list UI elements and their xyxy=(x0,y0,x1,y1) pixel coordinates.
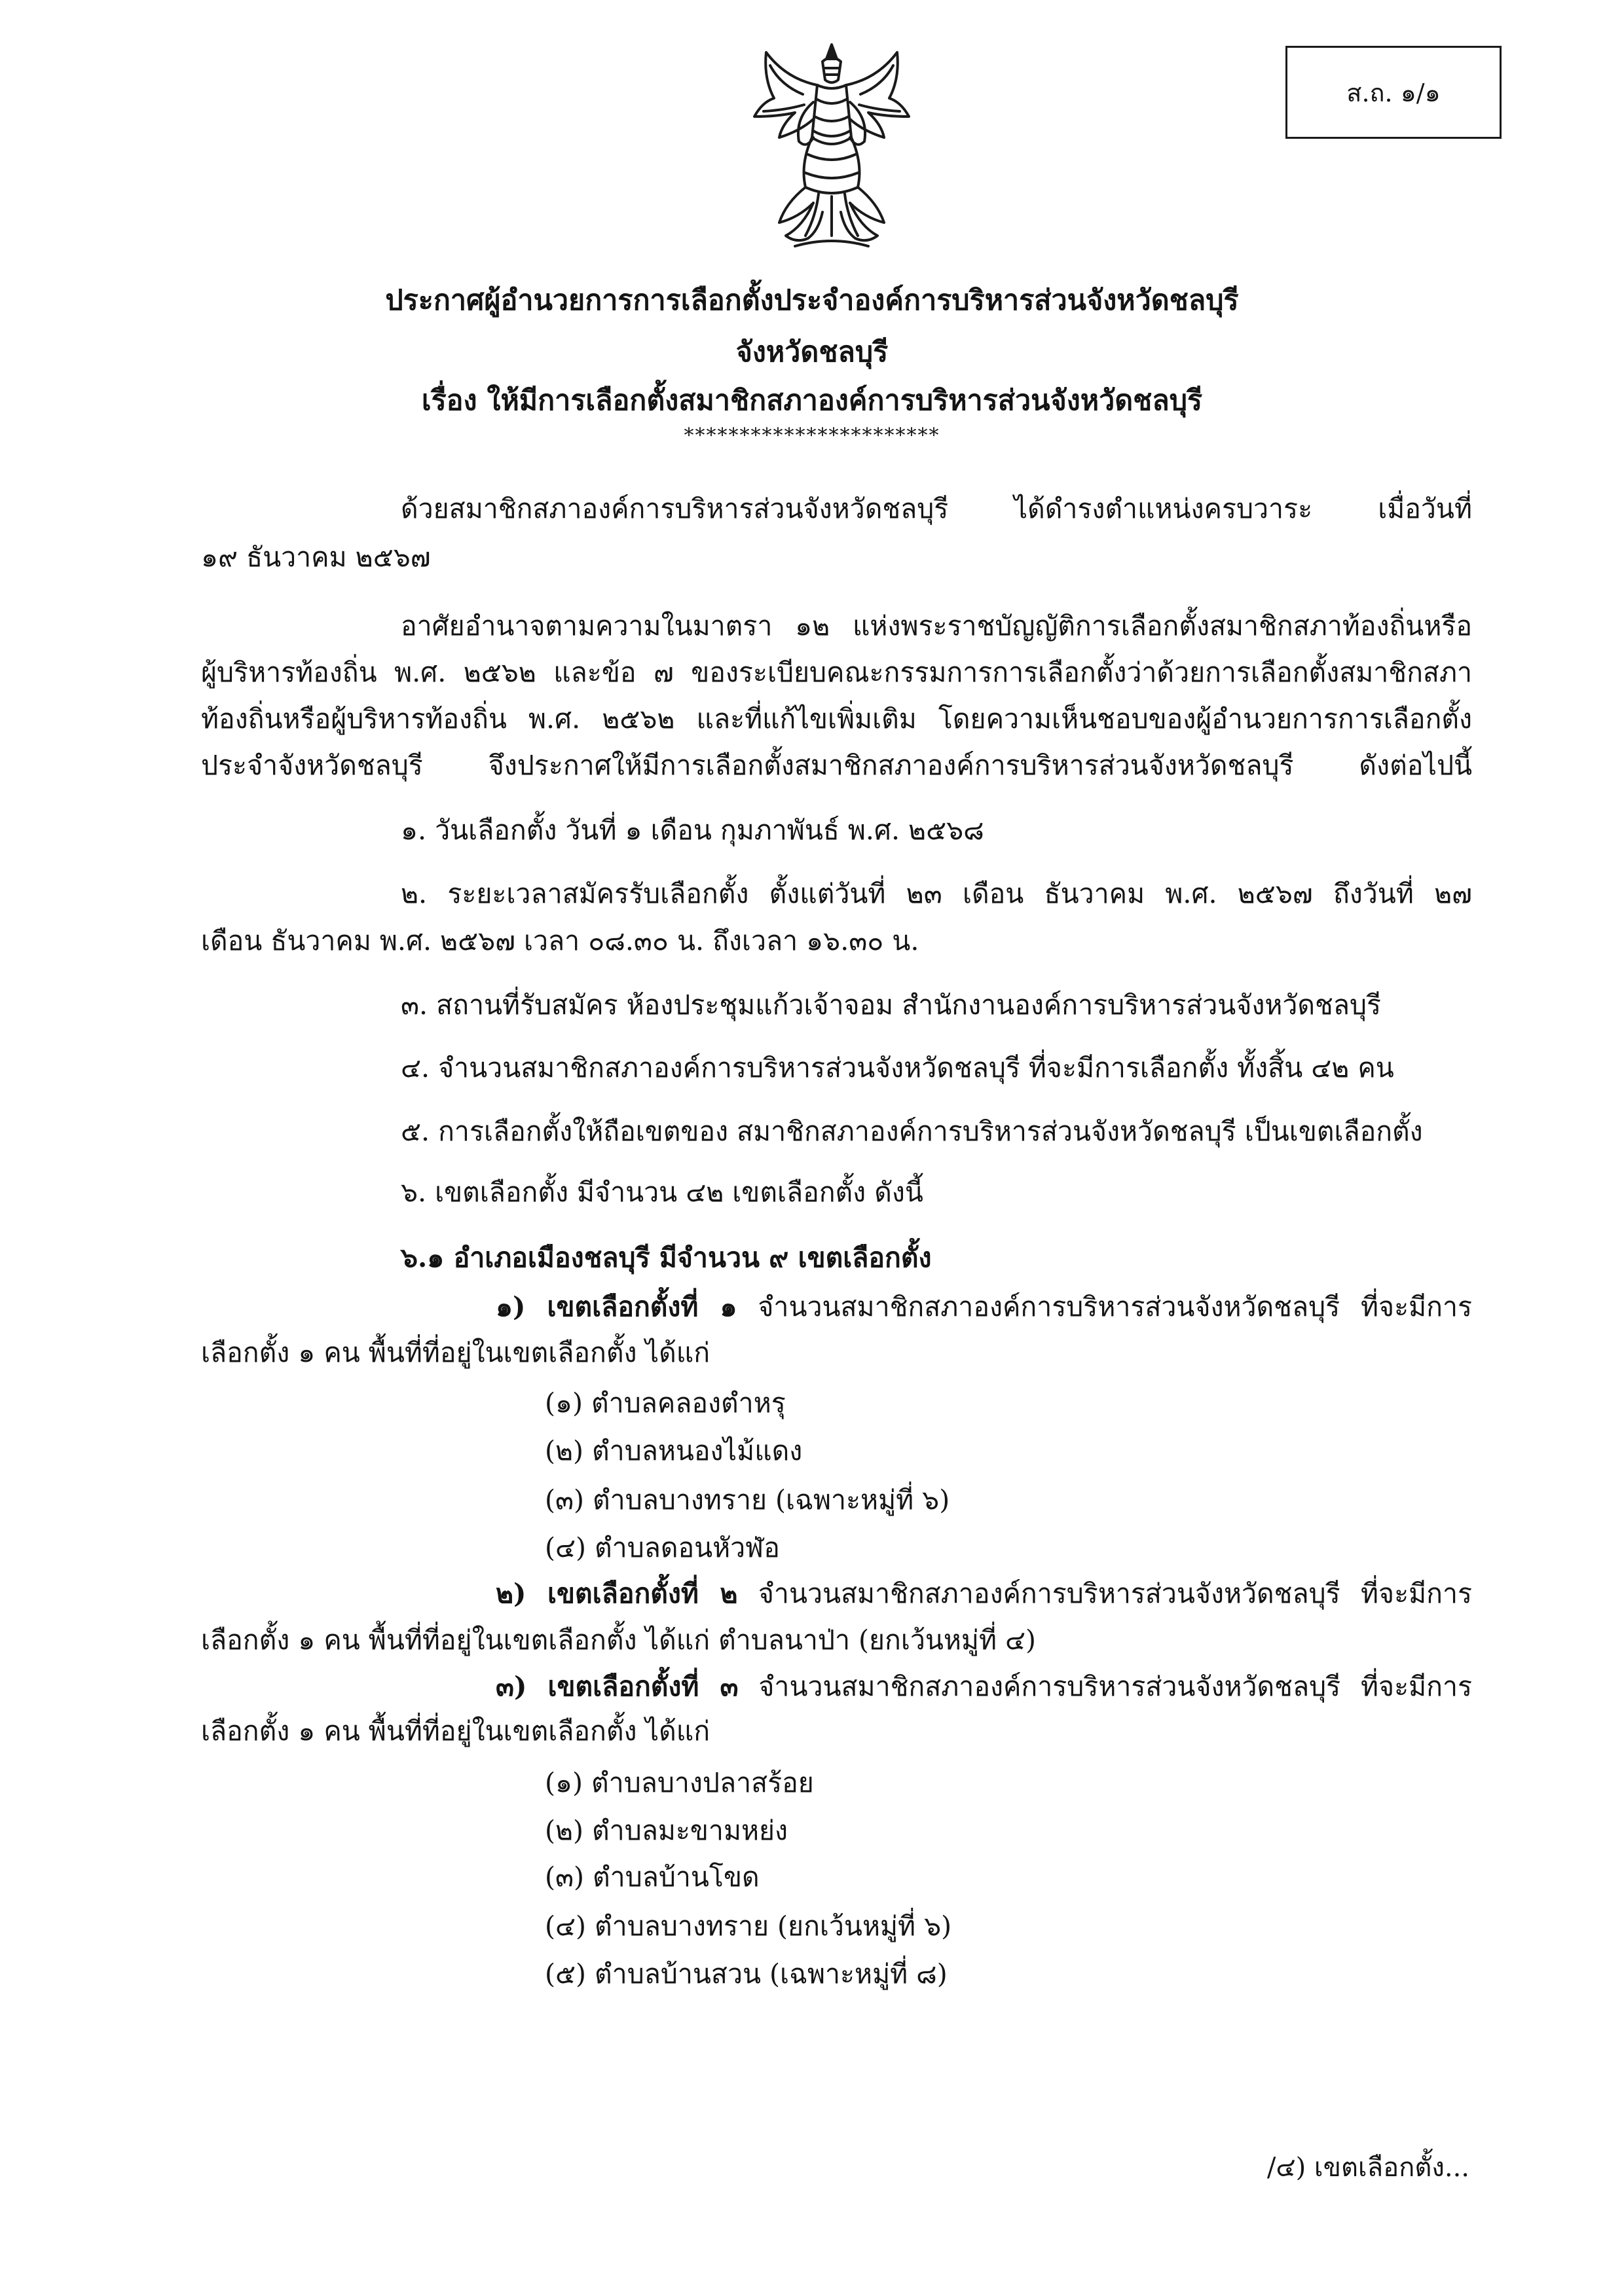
para1-line1: ด้วยสมาชิกสภาองค์การบริหารส่วนจังหวัดชลบุรี ได้ดำรงตำแหน่งครบวาระ เมื่อวันที่ xyxy=(401,493,1472,524)
district-3-area-5: (๕) ตำบลบ้านสวน (เฉพาะหมู่ที่ ๘) xyxy=(545,1958,948,1990)
continuation-footer: /๔) เขตเลือกตั้ง... xyxy=(1266,2153,1469,2183)
district-1-area-1: (๑) ตำบลคลองตำหรุ xyxy=(545,1387,786,1419)
item-6: ๖. เขตเลือกตั้ง มีจำนวน ๔๒ เขตเลือกตั้ง ดังนี้ xyxy=(401,1176,923,1208)
district-1-area-3: (๓) ตำบลบางทราย (เฉพาะหมู่ที่ ๖) xyxy=(545,1484,950,1516)
district-1-label: ๑) เขตเลือกตั้งที่ ๑ xyxy=(496,1291,737,1322)
para2-line1: อาศัยอำนาจตามความในมาตรา ๑๒ แห่งพระราชบัญญัติการเลือกตั้งสมาชิกสภาท้องถิ่นหรือ xyxy=(401,610,1472,642)
para1-line2: ๑๙ ธันวาคม ๒๕๖๗ xyxy=(201,541,431,573)
header-line-2: จังหวัดชลบุรี xyxy=(735,336,889,369)
district-1-area-2: (๒) ตำบลหนองไม้แดง xyxy=(545,1435,803,1467)
section-6-1-heading: ๖.๑ อำเภอเมืองชลบุรี มีจำนวน ๙ เขตเลือกตั้ง xyxy=(401,1242,932,1273)
district-1-line1 xyxy=(496,1290,1472,1324)
district-1-area-4: (๔) ตำบลดอนหัวฬ่อ xyxy=(545,1532,780,1563)
item-3: ๓. สถานที่รับสมัคร ห้องประชุมแก้วเจ้าจอม สำนักงานองค์การบริหารส่วนจังหวัดชลบุรี xyxy=(401,989,1382,1021)
district-3-text: จำนวนสมาชิกสภาองค์การบริหารส่วนจังหวัดชลบุรี ที่จะมีการ xyxy=(738,1671,1472,1702)
header-separator: *********************** xyxy=(684,424,940,447)
garuda-emblem-icon xyxy=(740,39,923,255)
district-2-line1 xyxy=(496,1576,1472,1611)
header-subject: เรื่อง ให้มีการเลือกตั้งสมาชิกสภาองค์การบริหารส่วนจังหวัดชลบุรี xyxy=(421,384,1203,417)
district-2-line2: เลือกตั้ง ๑ คน พื้นที่ที่อยู่ในเขตเลือกตั้ง ได้แก่ ตำบลนาป่า (ยกเว้นหมู่ที่ ๔) xyxy=(201,1624,1037,1656)
district-1-line2: เลือกตั้ง ๑ คน พื้นที่ที่อยู่ในเขตเลือกตั้ง ได้แก่ xyxy=(201,1337,710,1368)
para2-line4: ประจำจังหวัดชลบุรี จึงประกาศให้มีการเลือกตั้งสมาชิกสภาองค์การบริหารส่วนจังหวัดชลบุรี ดังต่อไปนี้ xyxy=(201,750,1472,781)
district-2-label: ๒) เขตเลือกตั้งที่ ๒ xyxy=(496,1578,738,1609)
district-3-line2: เลือกตั้ง ๑ คน พื้นที่ที่อยู่ในเขตเลือกตั้ง ได้แก่ xyxy=(201,1715,710,1747)
item-2-line1: ๒. ระยะเวลาสมัครรับเลือกตั้ง ตั้งแต่วันที่ ๒๓ เดือน ธันวาคม พ.ศ. ๒๕๖๗ ถึงวันที่ ๒๗ xyxy=(401,878,1472,909)
item-4: ๔. จำนวนสมาชิกสภาองค์การบริหารส่วนจังหวัดชลบุรี ที่จะมีการเลือกตั้ง ทั้งสิ้น ๔๒ คน xyxy=(401,1052,1394,1084)
district-3-line1 xyxy=(496,1669,1472,1704)
item-2-line2: เดือน ธันวาคม พ.ศ. ๒๕๖๗ เวลา ๐๘.๓๐ น. ถึงเวลา ๑๖.๓๐ น. xyxy=(201,925,919,957)
district-1-text: จำนวนสมาชิกสภาองค์การบริหารส่วนจังหวัดชลบุรี ที่จะมีการ xyxy=(737,1291,1472,1322)
item-1: ๑. วันเลือกตั้ง วันที่ ๑ เดือน กุมภาพันธ์ พ.ศ. ๒๕๖๘ xyxy=(401,814,984,846)
item-5: ๕. การเลือกตั้งให้ถือเขตของ สมาชิกสภาองค์การบริหารส่วนจังหวัดชลบุรี เป็นเขตเลือกตั้ง xyxy=(401,1116,1423,1147)
para2-line2: ผู้บริหารท้องถิ่น พ.ศ. ๒๕๖๒ และข้อ ๗ ของระเบียบคณะกรรมการการเลือกตั้งว่าด้วยการเลือกตั้งสมาชิกสภา xyxy=(201,657,1472,688)
form-code: ส.ถ. ๑/๑ xyxy=(1346,78,1441,107)
district-3-area-1: (๑) ตำบลบางปลาสร้อย xyxy=(545,1767,814,1798)
form-code-box xyxy=(1285,46,1502,139)
header-line-1: ประกาศผู้อำนวยการการเลือกตั้งประจำองค์การบริหารส่วนจังหวัดชลบุรี xyxy=(385,284,1239,317)
district-3-area-3: (๓) ตำบลบ้านโขด xyxy=(545,1861,760,1893)
para2-line3: ท้องถิ่นหรือผู้บริหารท้องถิ่น พ.ศ. ๒๕๖๒ และที่แก้ไขเพิ่มเติม โดยความเห็นชอบของผู้อำนวยการการเลือกตั้ง xyxy=(201,703,1472,735)
district-3-area-4: (๔) ตำบลบางทราย (ยกเว้นหมู่ที่ ๖) xyxy=(545,1910,952,1942)
district-2-text: จำนวนสมาชิกสภาองค์การบริหารส่วนจังหวัดชลบุรี ที่จะมีการ xyxy=(737,1578,1472,1609)
district-3-label: ๓) เขตเลือกตั้งที่ ๓ xyxy=(496,1671,739,1702)
district-3-area-2: (๒) ตำบลมะขามหย่ง xyxy=(545,1815,788,1846)
